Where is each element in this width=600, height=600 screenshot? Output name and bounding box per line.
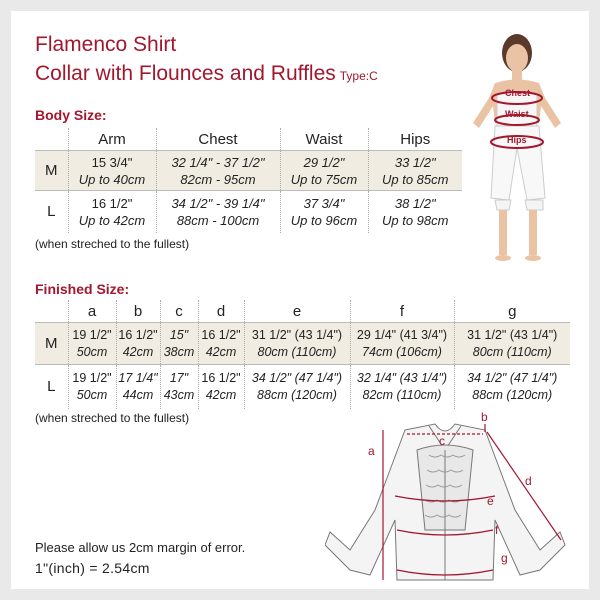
table-cell: 29 1/4" (41 3/4") 74cm (106cm) [350,323,454,365]
row-size-label: M [35,323,68,365]
model-figure [465,28,580,268]
waist-label: Waist [505,109,529,119]
table-cell: 32 1/4" - 37 1/2" 82cm - 95cm [156,151,280,191]
body-size-header-row [35,128,462,151]
column-header: b [116,300,160,323]
title-line-2: Collar with Flounces and Ruffles Type:C [35,62,378,85]
finished-size-note: (when streched to the fullest) [35,411,190,425]
table-cell: 15 3/4" Up to 40cm [68,151,156,191]
row-size-label: L [47,378,56,396]
table-row [35,365,570,409]
table-cell: 19 1/2" 50cm [68,365,116,409]
table-cell: 32 1/4" (43 1/4") 82cm (110cm) [350,365,454,409]
column-header: c [160,300,198,323]
column-header: f [350,300,454,323]
column-header: Chest [156,128,280,151]
table-cell: 29 1/2" Up to 75cm [280,151,368,191]
body-size-table [35,128,462,233]
diagram-label-c: c [439,434,445,448]
table-cell: 16 1/2" 42cm [198,365,244,409]
body-size-heading: Body Size: [35,107,107,123]
table-row [35,151,462,191]
table-cell: 34 1/2" - 39 1/4" 88cm - 100cm [156,191,280,233]
shirt-diagram [325,410,585,590]
column-header: d [198,300,244,323]
margin-note: Please allow us 2cm margin of error. [35,540,246,555]
table-cell: 19 1/2" 50cm [68,323,116,365]
column-header: g [454,300,570,323]
table-cell: 17 1/4" 44cm [116,365,160,409]
chest-label: Chest [505,88,531,98]
table-cell: 37 3/4" Up to 96cm [280,191,368,233]
column-header: Hips [368,128,462,151]
table-cell: 34 1/2" (47 1/4") 88cm (120cm) [244,365,350,409]
table-cell: 31 1/2" (43 1/4") 80cm (110cm) [454,323,570,365]
table-row [35,191,462,233]
inch-conversion: 1"(inch) = 2.54cm [35,560,150,576]
finished-size-table [35,300,570,409]
row-size-label: M [35,151,68,191]
table-cell: 33 1/2" Up to 85cm [368,151,462,191]
finished-size-heading: Finished Size: [35,281,130,297]
table-cell: 17" 43cm [160,365,198,409]
diagram-label-g: g [501,551,508,565]
table-cell: 31 1/2" (43 1/4") 80cm (110cm) [244,323,350,365]
body-size-note: (when streched to the fullest) [35,237,190,251]
finished-size-header-row [35,300,570,323]
diagram-label-f: f [495,523,499,537]
column-header: Arm [68,128,156,151]
type-label: Type:C [339,69,378,83]
diagram-label-b: b [481,410,488,424]
diagram-label-a: a [368,444,375,458]
table-cell: 38 1/2" Up to 98cm [368,191,462,233]
row-size-label: L [47,203,56,221]
table-cell: 16 1/2" 42cm [116,323,160,365]
diagram-label-e: e [487,494,494,508]
column-header: e [244,300,350,323]
diagram-label-d: d [525,474,532,488]
title-line-1: Flamenco Shirt [35,33,177,56]
table-cell: 16 1/2" Up to 42cm [68,191,156,233]
column-header: a [68,300,116,323]
hips-label: Hips [507,135,527,145]
column-header: Waist [280,128,368,151]
table-cell: 15" 38cm [160,323,198,365]
table-row [35,323,570,365]
table-cell: 34 1/2" (47 1/4") 88cm (120cm) [454,365,570,409]
table-cell: 16 1/2" 42cm [198,323,244,365]
